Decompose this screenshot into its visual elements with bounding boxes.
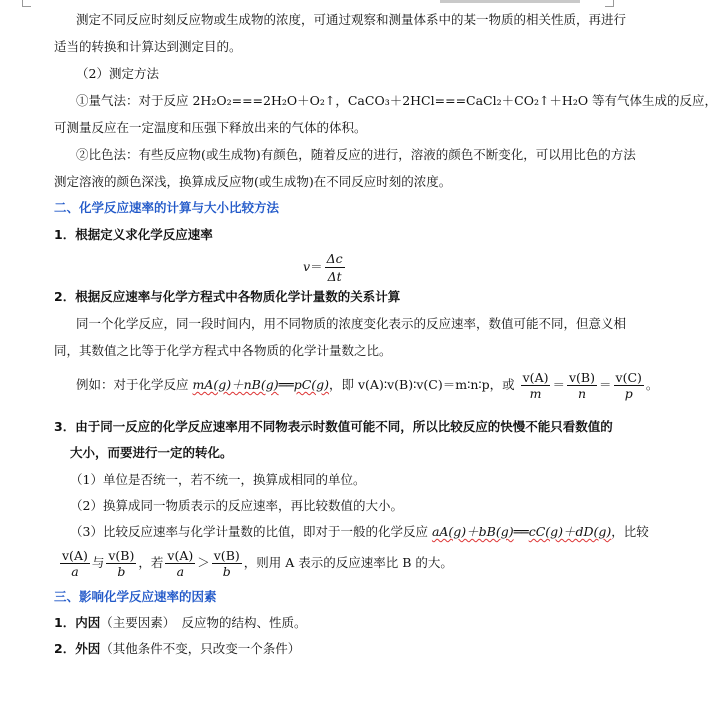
section-2-heading: 二、化学反应速率的计算与大小比较方法 bbox=[54, 200, 280, 215]
corner-mark-left bbox=[22, 0, 31, 7]
item-2-paragraph: 同一个化学反应，同一段时间内，用不同物质的浓度变化表示的反应速率，数值可能不同，但意义相 bbox=[76, 316, 627, 331]
sub-point-3-products: cC(g)＋dD(g) bbox=[528, 524, 612, 539]
example-fraction-a bbox=[521, 370, 551, 401]
example-reactants: mA(g)＋nB(g) bbox=[192, 377, 279, 392]
item-2-paragraph-cont: 同，其数值之比等于化学方程式中各物质的化学计量数之比。 bbox=[54, 343, 392, 358]
sub-point-3-prefix: （3）比较反应速率与化学计量数的比值，即对于一般的化学反应 bbox=[70, 524, 432, 539]
page-corner-marks bbox=[0, 0, 640, 8]
example-line bbox=[76, 367, 658, 403]
example-product: pC(g) bbox=[293, 377, 330, 392]
factor-external-text: （其他条件不变，只改变一个条件） bbox=[100, 641, 301, 656]
paragraph-line: 适当的转换和计算达到测定目的。 bbox=[54, 39, 242, 54]
corner-mark-right bbox=[605, 0, 614, 7]
factor-external bbox=[54, 640, 300, 658]
sub-point-3-suffix: ，比较 bbox=[611, 524, 649, 539]
comparison-fraction-c bbox=[165, 548, 195, 579]
formula-numerator: Δc bbox=[326, 251, 343, 266]
sub-point-2: （2）换算成同一物质表示的反应速率，再比较数值的大小。 bbox=[70, 498, 403, 513]
fraction-denominator: b bbox=[222, 564, 231, 579]
sub-point-3-arrow: ══ bbox=[513, 524, 529, 539]
rate-definition-formula bbox=[303, 250, 347, 285]
example-fraction-b bbox=[567, 370, 597, 401]
method-2-cont: 测定溶液的颜色深浅，换算成反应物(或生成物)在不同反应时刻的浓度。 bbox=[54, 174, 452, 189]
section-3-heading: 三、影响化学反应速率的因素 bbox=[54, 589, 217, 604]
fraction-numerator: v(B) bbox=[108, 548, 135, 563]
fraction-denominator: p bbox=[624, 386, 633, 401]
comparison-and: 与 bbox=[91, 555, 105, 570]
fraction-denominator: b bbox=[117, 564, 126, 579]
method-title: （2）测定方法 bbox=[76, 66, 159, 81]
fraction-numerator: v(B) bbox=[213, 548, 240, 563]
method-1-cont: 可测量反应在一定温度和压强下释放出来的气体的体积。 bbox=[54, 120, 367, 135]
example-ratio: ，即 v(A)∶v(B)∶v(C)＝m∶n∶p，或 bbox=[329, 377, 515, 392]
sub-point-1: （1）单位是否统一，若不统一，换算成相同的单位。 bbox=[70, 472, 366, 487]
comparison-fraction-d bbox=[212, 548, 242, 579]
example-arrow: ══ bbox=[278, 377, 294, 392]
fraction-numerator: v(B) bbox=[568, 370, 595, 385]
fraction-numerator: v(A) bbox=[167, 548, 194, 563]
formula-denominator: Δt bbox=[327, 269, 342, 284]
greater-than-sign: ＞ bbox=[197, 555, 210, 570]
sub-point-3 bbox=[70, 523, 649, 541]
sub-point-3-reactants: aA(g)＋bB(g) bbox=[431, 524, 514, 539]
comparison-fraction-a bbox=[60, 548, 90, 579]
example-prefix: 例如：对于化学反应 bbox=[76, 377, 193, 392]
fraction-denominator: m bbox=[529, 386, 542, 401]
header-fragment bbox=[440, 0, 580, 3]
formula-v: v bbox=[303, 259, 311, 274]
equals-sign: ＝ bbox=[552, 377, 565, 392]
comparison-conclusion: ，则用 A 表示的反应速率比 B 的大。 bbox=[243, 555, 453, 570]
fraction-denominator: a bbox=[71, 564, 79, 579]
factor-internal-label: 1．内因 bbox=[54, 615, 101, 630]
example-fraction-c bbox=[614, 370, 644, 401]
fraction-numerator: v(A) bbox=[62, 548, 88, 563]
item-1-title: 1．根据定义求化学反应速率 bbox=[54, 227, 213, 242]
comparison-fraction-b bbox=[106, 548, 136, 579]
paragraph-line: 测定不同反应时刻反应物或生成物的浓度，可通过观察和测量体系中的某一物质的相关性质，再进行 bbox=[76, 12, 627, 27]
factor-internal-text: （主要因素） 反应物的结构、性质。 bbox=[100, 615, 307, 630]
factor-internal bbox=[54, 614, 306, 632]
fraction-numerator: v(A) bbox=[522, 370, 549, 385]
item-2-title: 2．根据反应速率与化学方程式中各物质化学计量数的关系计算 bbox=[54, 289, 401, 304]
item-3-title-cont: 大小，而要进行一定的转化。 bbox=[70, 445, 233, 460]
equals-sign: ＝ bbox=[599, 377, 612, 392]
comparison-if: ，若 bbox=[138, 555, 164, 570]
period: 。 bbox=[645, 377, 659, 392]
fraction-denominator: n bbox=[577, 386, 587, 401]
fraction-numerator: v(C) bbox=[615, 370, 642, 385]
comparison-line bbox=[58, 545, 453, 581]
factor-external-label: 2．外因 bbox=[54, 641, 101, 656]
item-3-title: 3．由于同一反应的化学反应速率用不同物表示时数值可能不同，所以比较反应的快慢不能只看数值的 bbox=[54, 419, 613, 434]
formula-fraction bbox=[325, 250, 345, 285]
method-1-line: ①量气法：对于反应 2H₂O₂===2H₂O＋O₂↑，CaCO₃＋2HCl===CaCl₂＋CO₂↑＋H₂O 等有气体生成的反应， bbox=[76, 93, 717, 108]
fraction-denominator: a bbox=[176, 564, 185, 579]
formula-equals: ＝ bbox=[310, 259, 323, 274]
method-2-line: ②比色法：有些反应物(或生成物)有颜色，随着反应的进行，溶液的颜色不断变化，可以用比色的方法 bbox=[76, 147, 636, 162]
